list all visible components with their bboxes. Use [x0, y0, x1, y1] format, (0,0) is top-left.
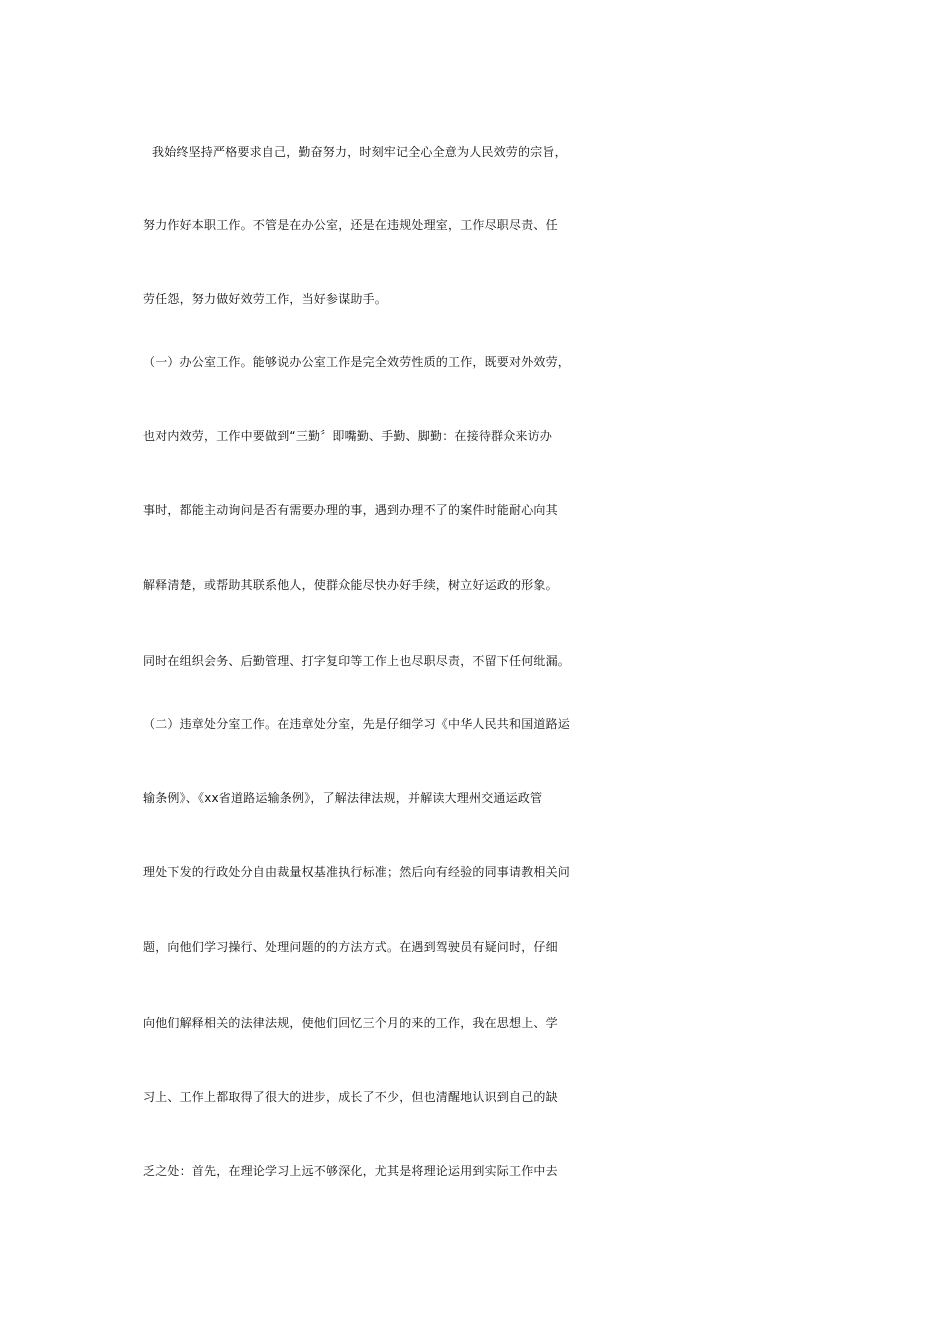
text-line-6: 事时，都能主动询问是否有需要办理的事，遇到办理不了的案件时能耐心向其	[143, 503, 558, 517]
text-line-8: 同时在组织会务、后勤管理、打字复印等工作上也尽职尽责，不留下任何纰漏。	[143, 654, 571, 668]
text-line-5: 也对内效劳，工作中要做到“三勤〞即嘴勤、手勤、脚勤：在接待群众来访办	[143, 429, 553, 443]
text-line-7: 解释清楚，或帮助其联系他人，使群众能尽快办好手续，树立好运政的形象。	[143, 578, 558, 592]
text-line-14: 习上、工作上都取得了很大的进步，成长了不少，但也清醒地认识到自己的缺	[143, 1090, 558, 1104]
text-line-1: 我始终坚持严格要求自己，勤奋努力，时刻牢记全心全意为人民效劳的宗旨，	[152, 145, 567, 159]
text-line-13: 向他们解释相关的法律法规，使他们回忆三个月的来的工作，我在思想上、学	[143, 1016, 558, 1030]
text-line-12: 题，向他们学习操行、处理问题的的方法方式。在遇到驾驶员有疑问时，仔细	[143, 940, 558, 954]
text-line-2: 努力作好本职工作。不管是在办公室，还是在违规处理室，工作尽职尽责、任	[143, 218, 558, 232]
text-line-11: 理处下发的行政处分自由裁量权基准执行标准；然后向有经验的同事请教相关问	[143, 865, 571, 879]
text-line-9: （二）违章处分室工作。在违章处分室，先是仔细学习《中华人民共和国道路运	[143, 717, 571, 731]
text-line-15: 乏之处：首先，在理论学习上远不够深化，尤其是将理论运用到实际工作中去	[143, 1164, 558, 1178]
text-line-10: 输条例》、《xx省道路运输条例》，了解法律法规，并解读大理州交通运政管	[143, 791, 543, 805]
text-line-4: （一）办公室工作。能够说办公室工作是完全效劳性质的工作，既要对外效劳，	[143, 355, 571, 369]
text-line-3: 劳任怨，努力做好效劳工作，当好参谋助手。	[143, 292, 388, 306]
